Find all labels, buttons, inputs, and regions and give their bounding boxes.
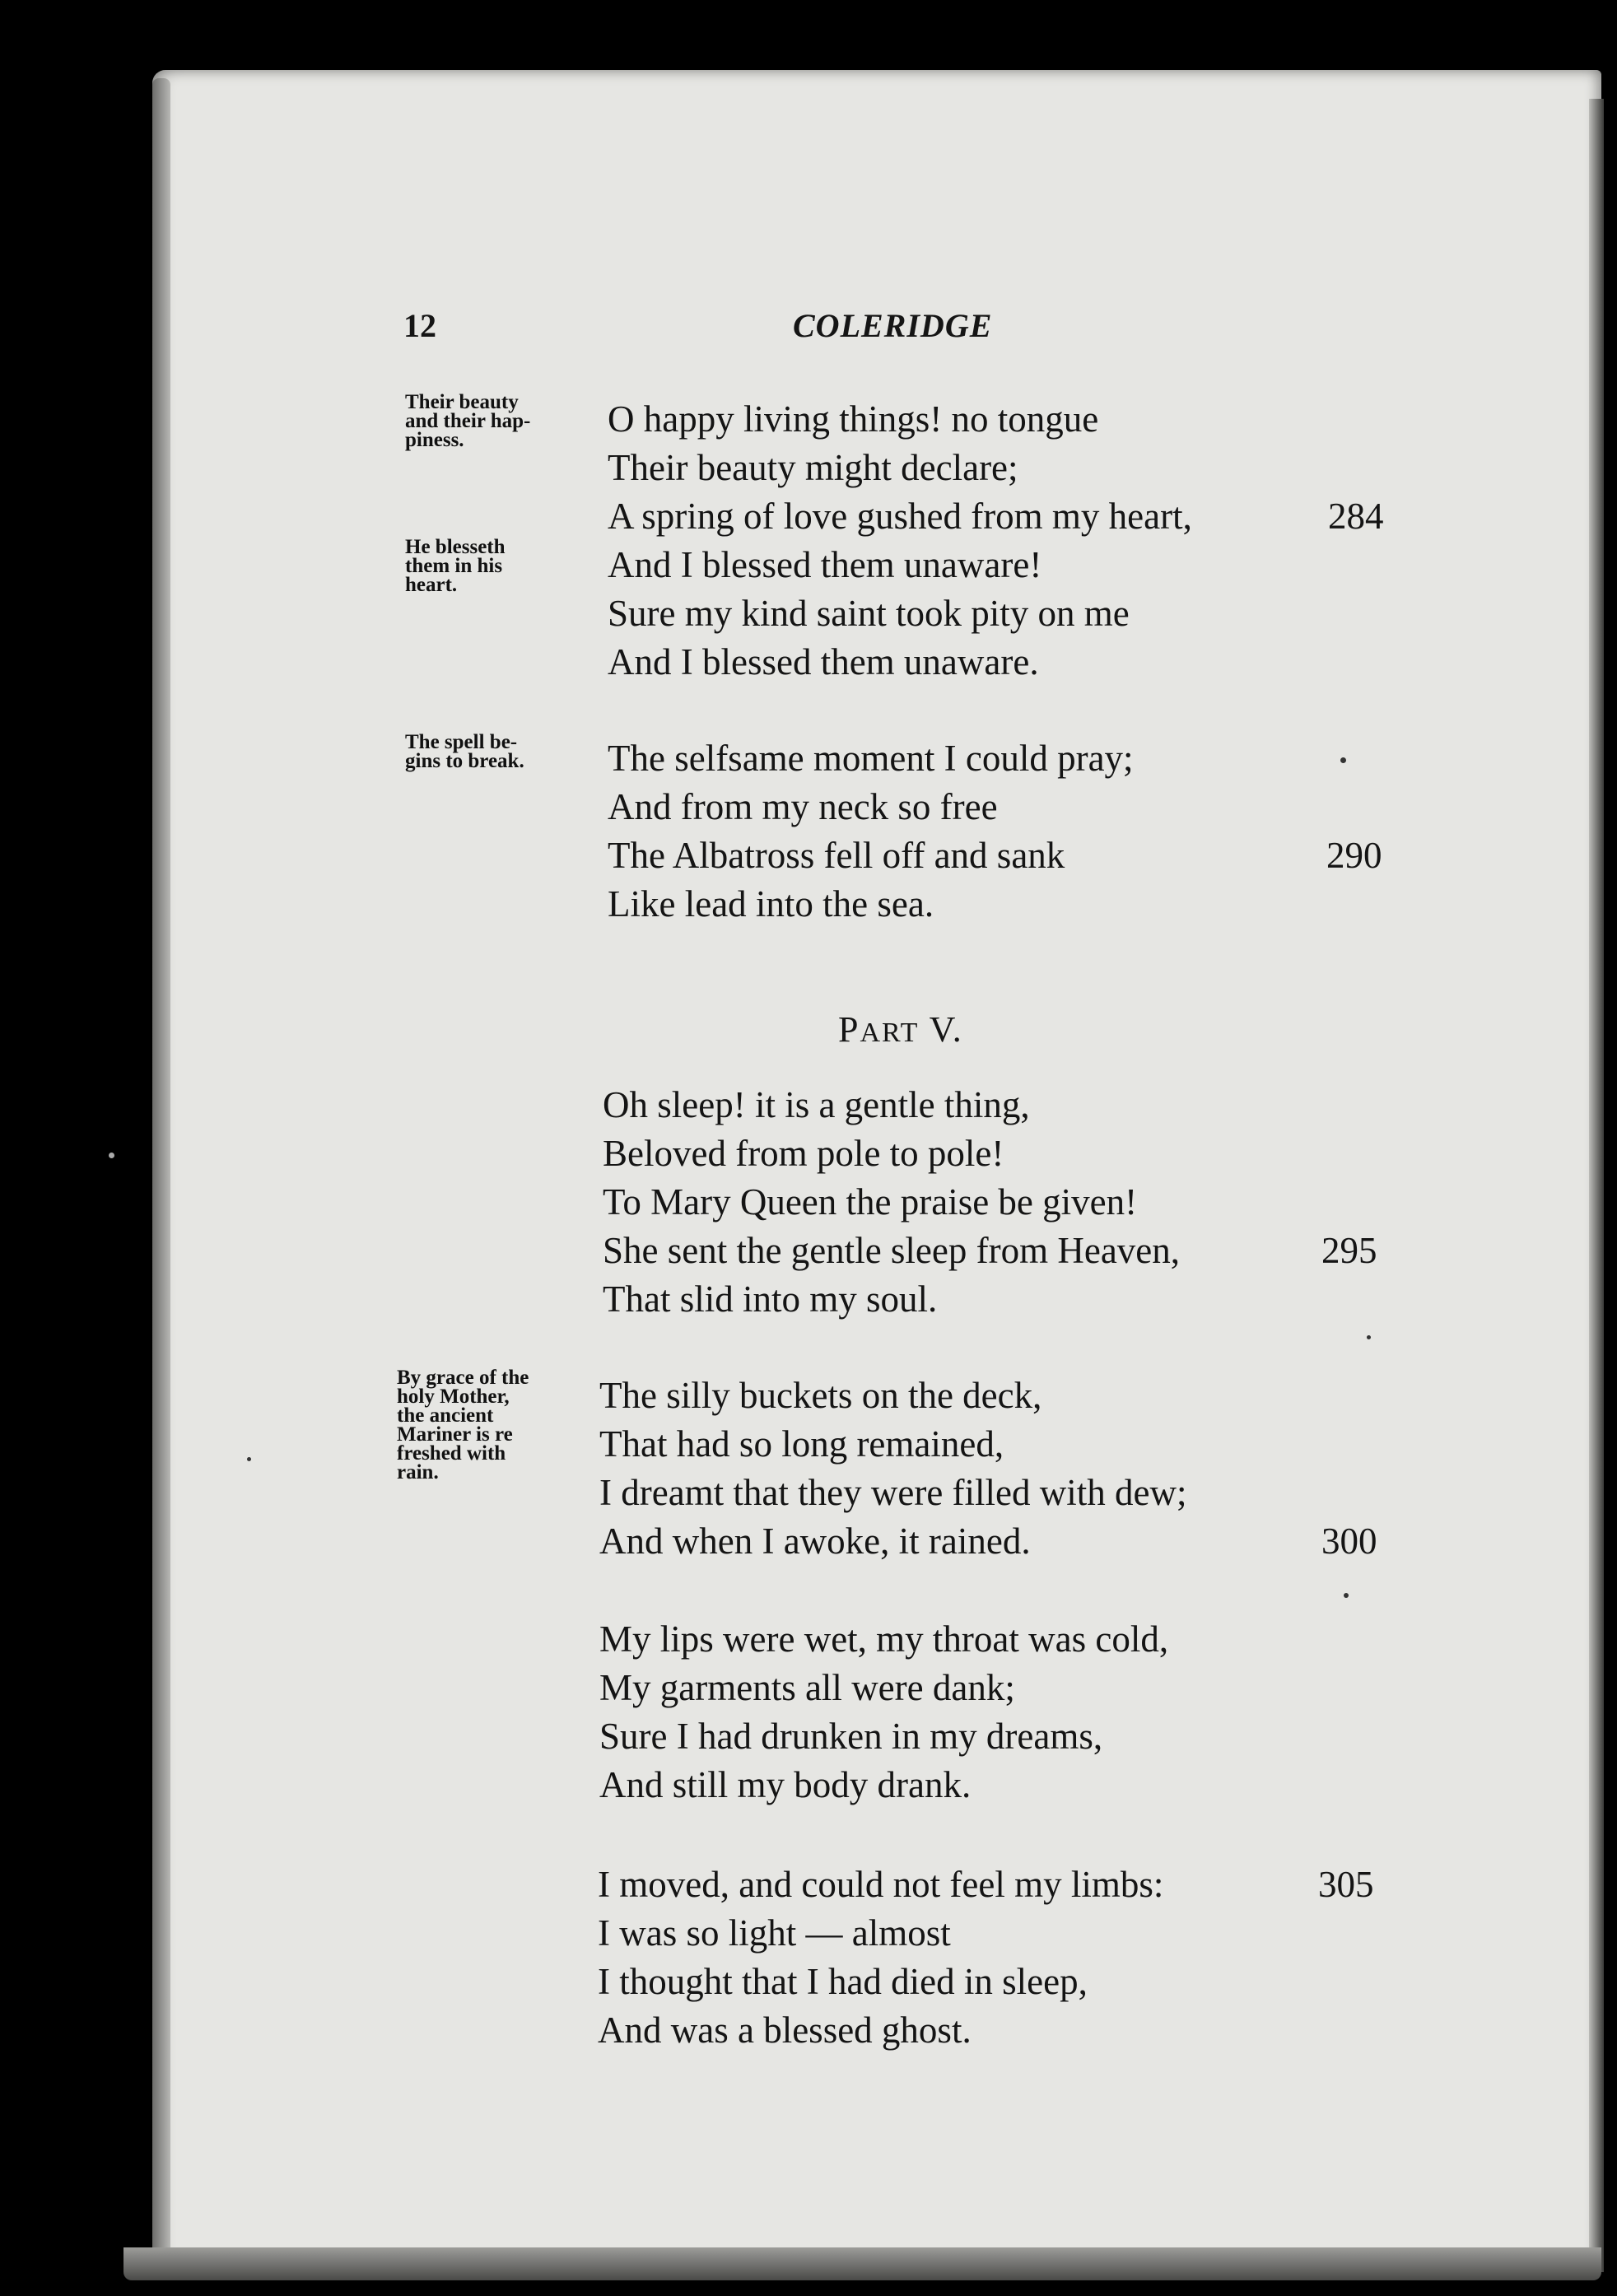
stanza	[599, 1615, 1168, 1809]
verse-line: A spring of love gushed from my heart, 284	[608, 492, 1192, 541]
verse-line: Like lead into the sea.	[608, 883, 934, 924]
verse-line: And was a blessed ghost.	[598, 2010, 972, 2051]
ink-speck	[109, 1153, 114, 1158]
verse-line: I thought that I had died in sleep,	[598, 1961, 1088, 2002]
stanza	[598, 1861, 1374, 2055]
verse-line: She sent the gentle sleep from Heaven, 295	[603, 1227, 1180, 1275]
verse-line: I was so light — almost	[598, 1912, 951, 1954]
part-heading: PART V.	[838, 1009, 963, 1050]
line-number: 290	[1326, 835, 1382, 876]
verse-line: And I blessed them unaware.	[608, 641, 1039, 682]
ink-speck	[247, 1457, 251, 1461]
verse-line: Oh sleep! it is a gentle thing,	[603, 1084, 1030, 1125]
verse-line: Sure my kind saint took pity on me	[608, 593, 1130, 634]
verse-line: And still my body drank.	[599, 1764, 972, 1805]
page-number: 12	[403, 307, 436, 344]
line-number: 305	[1318, 1864, 1374, 1905]
margin-note: He blesseth them in his heart.	[405, 536, 506, 596]
stanza	[608, 734, 1382, 929]
running-title: COLERIDGE	[793, 307, 993, 344]
line-number: 300	[1321, 1521, 1377, 1562]
verse-line: To Mary Queen the praise be given!	[603, 1181, 1138, 1223]
ink-speck	[1340, 757, 1346, 763]
verse-line: And when I awoke, it rained. 300	[599, 1517, 1187, 1566]
verse-line: O happy living things! no tongue	[608, 398, 1099, 440]
margin-note: By grace of the holy Mother, the ancient Mariner is re freshed with rain.	[397, 1367, 529, 1483]
ink-speck	[1367, 1335, 1371, 1339]
verse-line: Beloved from pole to pole!	[603, 1133, 1004, 1174]
verse-line: My lips were wet, my throat was cold,	[599, 1618, 1169, 1660]
page-edge-right	[1589, 99, 1604, 2272]
margin-note: The spell be- gins to break.	[405, 731, 524, 772]
verse-line: The Albatross fell off and sank 290	[608, 831, 1134, 880]
page-edge-bottom	[123, 2247, 1601, 2280]
verse-line: That had so long remained,	[599, 1423, 1004, 1465]
verse-line: My garments all were dank;	[599, 1667, 1015, 1708]
verse-line: The silly buckets on the deck,	[599, 1375, 1042, 1416]
verse-line: The selfsame moment I could pray;	[608, 738, 1134, 779]
verse-line: I moved, and could not feel my limbs: 305	[598, 1861, 1163, 1909]
verse-line: That slid into my soul.	[603, 1278, 938, 1320]
verse-line: Their beauty might declare;	[608, 447, 1018, 488]
ink-speck	[1344, 1593, 1349, 1598]
line-number: 284	[1328, 496, 1384, 537]
verse-line: Sure I had drunken in my dreams,	[599, 1716, 1103, 1757]
stanza	[608, 395, 1384, 687]
stanza	[603, 1081, 1377, 1324]
stanza	[599, 1372, 1377, 1566]
page-binding	[152, 78, 170, 2268]
line-number: 295	[1321, 1230, 1377, 1271]
verse-line: And from my neck so free	[608, 786, 998, 827]
verse-line: I dreamt that they were filled with dew;	[599, 1472, 1187, 1513]
verse-line: And I blessed them unaware!	[608, 544, 1042, 585]
margin-note: Their beauty and their hap- piness.	[405, 391, 531, 451]
